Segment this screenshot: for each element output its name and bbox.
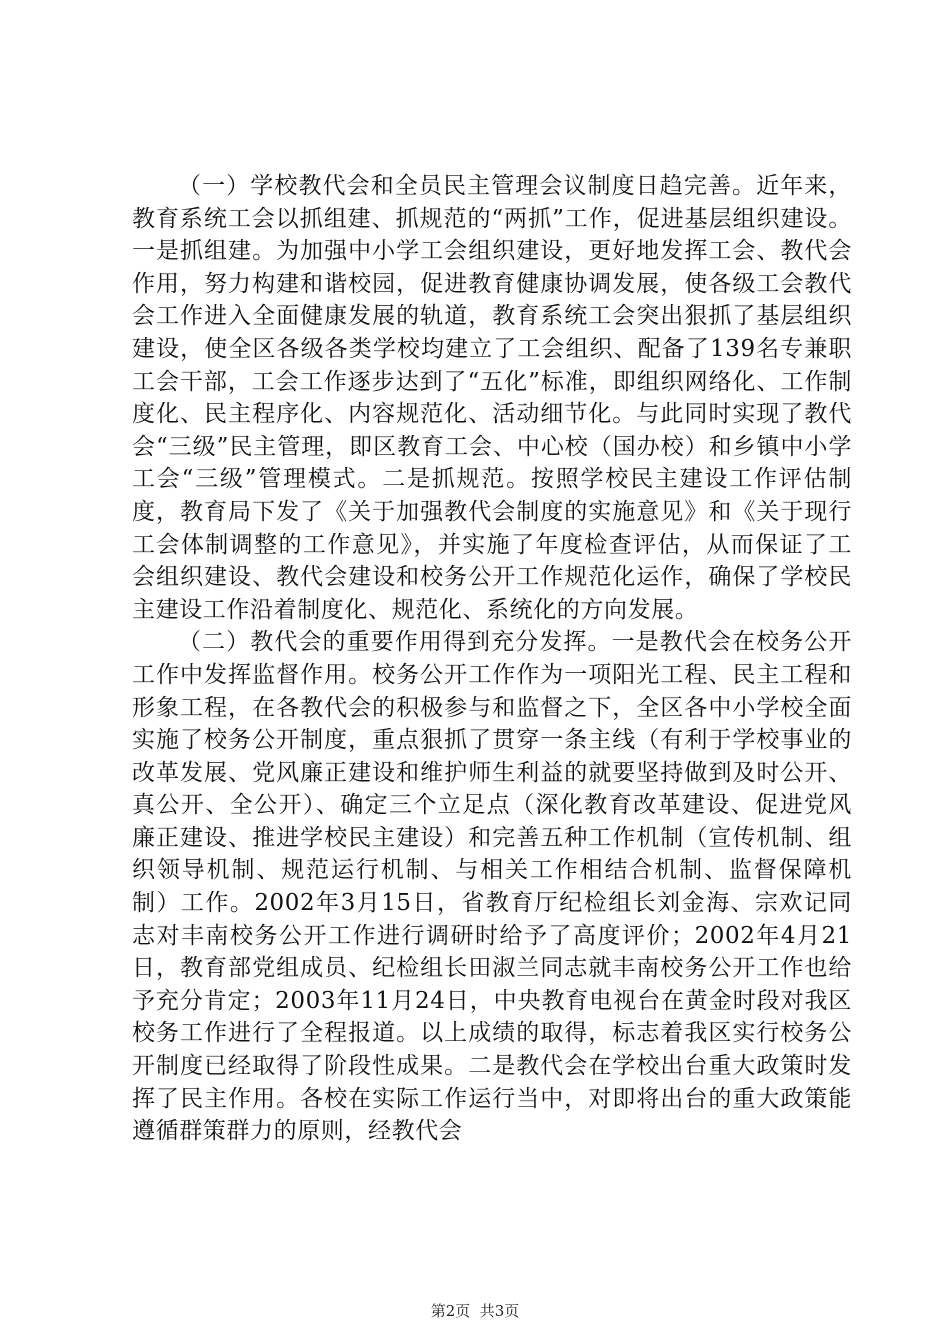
document-body	[132, 170, 852, 1148]
page-footer: 第2页 共3页	[430, 1302, 520, 1320]
paragraph-1: （一）学校教代会和全员民主管理会议制度日趋完善。近年来，教育系统工会以抓组建、抓规范的“两抓”工作，促进基层组织建设。一是抓组建。为加强中小学工会组织建设，更好地发挥工会、教代会作用，努力构建和谐校园，促进教育健康协调发展，使各级工会教代会工作进入全面健康发展的轨道，教育系统工会突出狠抓了基层组织建设，使全区各级各类学校均建立了工会组织、配备了139名专兼职工会干部，工会工作逐步达到了“五化”标准，即组织网络化、工作制度化、民主程序化、内容规范化、活动细节化。与此同时实现了教代会“三级”民主管理，即区教育工会、中心校（国办校）和乡镇中小学工会“三级”管理模式。二是抓规范。按照学校民主建设工作评估制度，教育局下发了《关于加强教代会制度的实施意见》和《关于现行工会体制调整的工作意见》，并实施了年度检查评估，从而保证了工会组织建设、教代会建设和校务公开工作规范化运作，确保了学校民主建设工作沿着制度化、规范化、系统化的方向发展。	[132, 173, 852, 623]
paragraph-2: （二）教代会的重要作用得到充分发挥。一是教代会在校务公开工作中发挥监督作用。校务公开工作作为一项阳光工程、民主工程和形象工程，在各教代会的积极参与和监督之下，全区各中小学校全面实施了校务公开制度，重点狠抓了贯穿一条主线（有利于学校事业的改革发展、党风廉正建设和维护师生利益的就要坚持做到及时公开、真公开、全公开）、确定三个立足点（深化教育改革建设、促进党风廉正建设、推进学校民主建设）和完善五种工作机制（宣传机制、组织领导机制、规范运行机制、与相关工作相结合机制、监督保障机制）工作。2002年3月15日，省教育厅纪检组长刘金海、宗欢记同志对丰南校务公开工作进行调研时给予了高度评价；2002年4月21日，教育部党组成员、纪检组长田淑兰同志就丰南校务公开工作也给予充分肯定；2003年11月24日，中央教育电视台在黄金时段对我区校务工作进行了全程报道。以上成绩的取得，标志着我区实行校务公开制度已经取得了阶段性成果。二是教代会在学校出台重大政策时发挥了民主作用。各校在实际工作运行当中，对即将出台的重大政策能遵循群策群力的原则，经教代会	[132, 629, 852, 1145]
